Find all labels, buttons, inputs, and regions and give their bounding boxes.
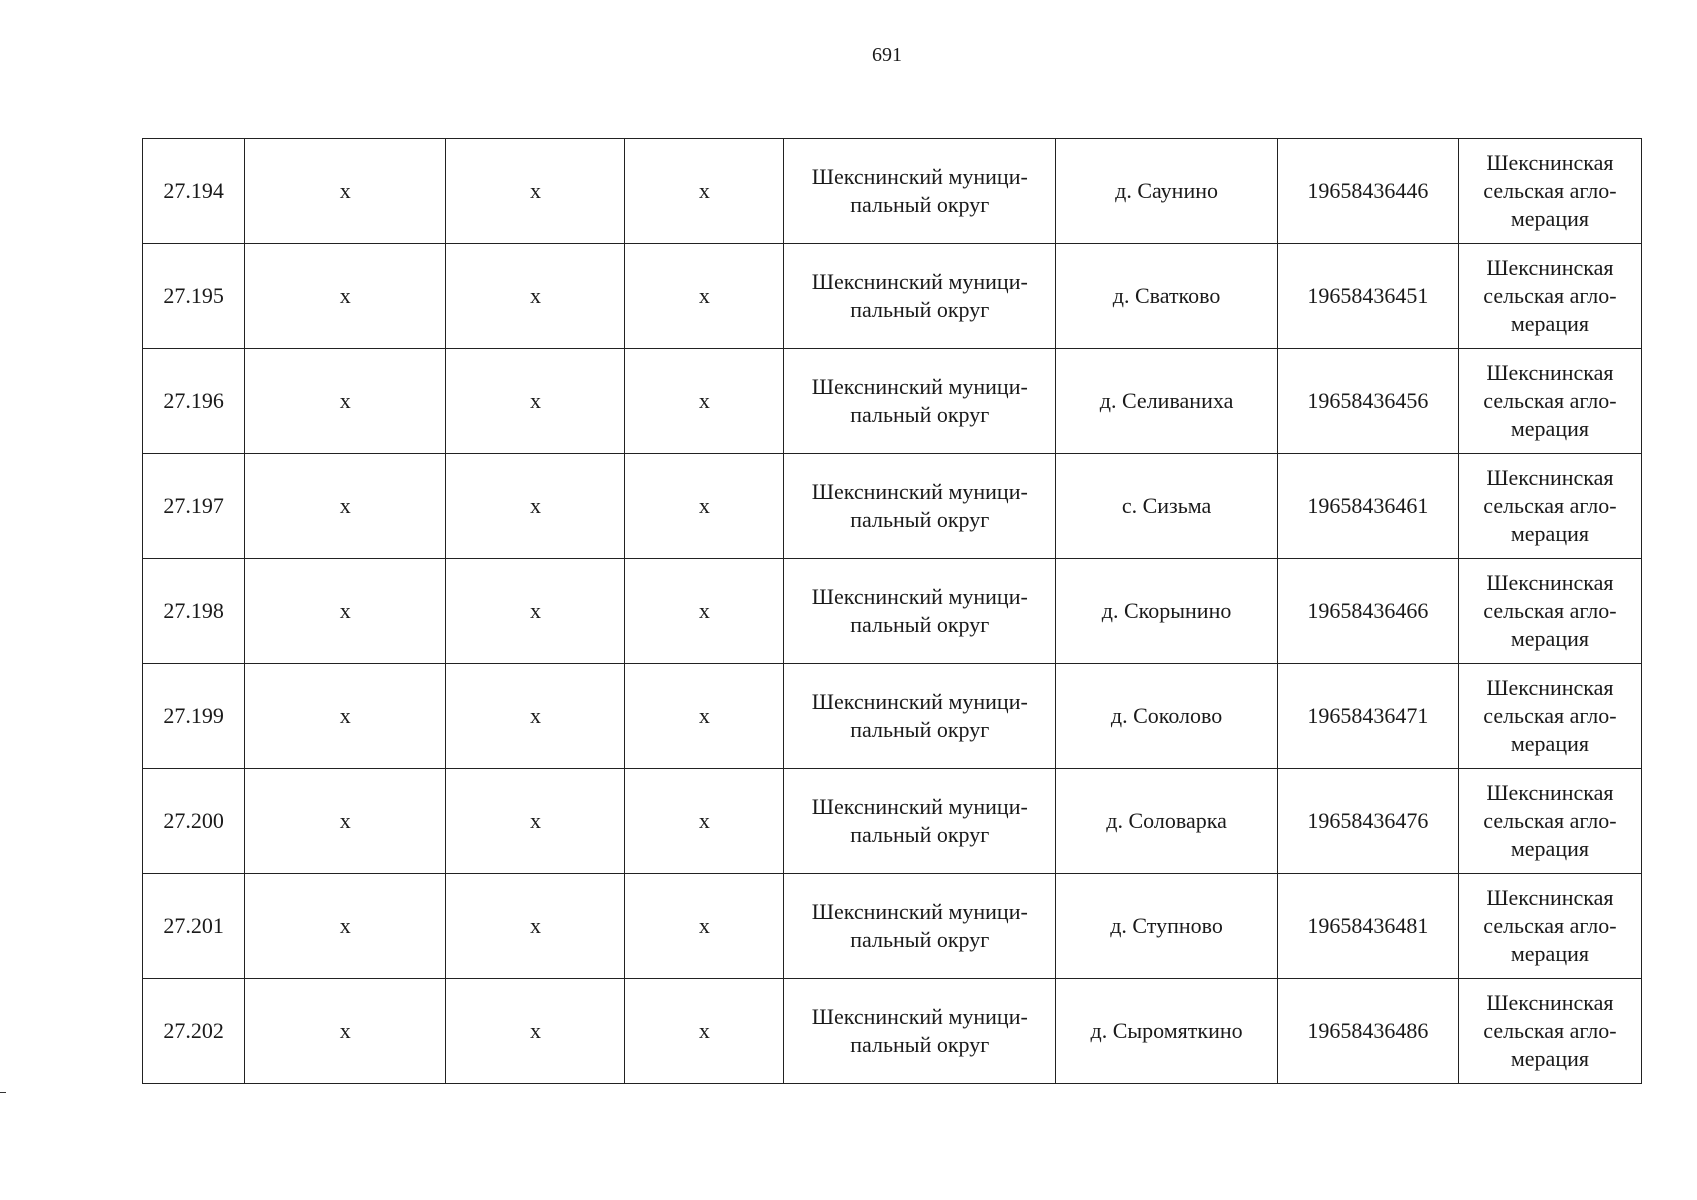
x-mark-cell — [245, 349, 446, 454]
agglomeration-text: Шекснинская — [1486, 675, 1614, 700]
settlement-cell — [1056, 349, 1278, 454]
row-number-cell — [143, 664, 245, 769]
x-mark-text: х — [529, 703, 541, 728]
municipal-district-text: пальный округ — [850, 1032, 990, 1057]
oktmo-code-text: 19658436481 — [1307, 913, 1429, 938]
agglomeration-text: мерация — [1510, 416, 1589, 441]
row-number-cell — [143, 559, 245, 664]
x-mark-text: х — [529, 913, 541, 938]
municipal-district-text: пальный округ — [850, 192, 990, 217]
oktmo-code-text: 19658436451 — [1307, 283, 1429, 308]
agglomeration-text: сельская агло- — [1483, 703, 1617, 728]
agglomeration-text: сельская агло- — [1483, 388, 1617, 413]
agglomeration-text: Шекснинская — [1486, 885, 1614, 910]
x-mark-text: х — [698, 388, 710, 413]
x-mark-text: х — [339, 178, 351, 203]
settlement-text: д. Скорынино — [1101, 598, 1232, 623]
municipal-district-cell — [784, 349, 1056, 454]
agglomeration-text: мерация — [1510, 836, 1589, 861]
settlement-cell — [1056, 244, 1278, 349]
municipal-district-cell — [784, 244, 1056, 349]
agglomeration-cell — [1458, 244, 1641, 349]
table-row — [143, 874, 1642, 979]
settlement-cell — [1056, 664, 1278, 769]
x-mark-cell — [446, 664, 625, 769]
municipal-district-text: пальный округ — [850, 612, 990, 637]
agglomeration-text: мерация — [1510, 311, 1589, 336]
municipal-district-text: пальный округ — [850, 402, 990, 427]
municipal-district-text: Шекснинский муници- — [811, 794, 1028, 819]
municipal-district-text: Шекснинский муници- — [811, 479, 1028, 504]
municipal-district-cell — [784, 874, 1056, 979]
settlement-cell — [1056, 769, 1278, 874]
oktmo-code-text: 19658436456 — [1307, 388, 1429, 413]
x-mark-cell — [625, 139, 784, 244]
x-mark-cell — [446, 874, 625, 979]
x-mark-cell — [446, 139, 625, 244]
row-number-cell — [143, 874, 245, 979]
municipal-district-cell — [784, 979, 1056, 1084]
x-mark-text: х — [339, 388, 351, 413]
agglomeration-text: сельская агло- — [1483, 808, 1617, 833]
x-mark-text: х — [698, 703, 710, 728]
agglomeration-cell — [1458, 559, 1641, 664]
x-mark-cell — [625, 559, 784, 664]
agglomeration-text: сельская агло- — [1483, 178, 1617, 203]
agglomeration-cell — [1458, 664, 1641, 769]
agglomeration-cell — [1458, 769, 1641, 874]
x-mark-text: х — [529, 388, 541, 413]
row-number-text: 27.197 — [163, 493, 224, 518]
table-row — [143, 559, 1642, 664]
municipal-district-text: пальный округ — [850, 927, 990, 952]
agglomeration-cell — [1458, 454, 1641, 559]
x-mark-text: х — [529, 1018, 541, 1043]
settlement-cell — [1056, 979, 1278, 1084]
agglomeration-text: мерация — [1510, 206, 1589, 231]
agglomeration-cell — [1458, 979, 1641, 1084]
oktmo-code-cell — [1277, 454, 1458, 559]
x-mark-text: х — [698, 1018, 710, 1043]
page-number: 691 — [872, 44, 902, 66]
agglomeration-text: мерация — [1510, 941, 1589, 966]
x-mark-cell — [245, 244, 446, 349]
x-mark-text: х — [339, 598, 351, 623]
municipal-district-text: пальный округ — [850, 717, 990, 742]
row-number-cell — [143, 349, 245, 454]
municipal-district-cell — [784, 664, 1056, 769]
municipal-district-text: Шекснинский муници- — [811, 584, 1028, 609]
x-mark-cell — [245, 664, 446, 769]
row-number-text: 27.202 — [163, 1018, 224, 1043]
row-number-text: 27.199 — [163, 703, 224, 728]
municipal-district-text: Шекснинский муници- — [811, 164, 1028, 189]
agglomeration-text: мерация — [1510, 521, 1589, 546]
x-mark-text: х — [339, 493, 351, 518]
oktmo-code-cell — [1277, 244, 1458, 349]
oktmo-code-cell — [1277, 349, 1458, 454]
x-mark-text: х — [698, 913, 710, 938]
row-number-cell — [143, 979, 245, 1084]
table-row — [143, 349, 1642, 454]
x-mark-cell — [446, 349, 625, 454]
agglomeration-text: сельская агло- — [1483, 913, 1617, 938]
municipal-district-text: пальный округ — [850, 822, 990, 847]
municipal-district-text: пальный округ — [850, 507, 990, 532]
x-mark-cell — [245, 874, 446, 979]
row-number-text: 27.200 — [163, 808, 224, 833]
x-mark-text: х — [529, 178, 541, 203]
row-number-text: 27.194 — [163, 178, 224, 203]
settlement-text: д. Соловарка — [1106, 808, 1227, 833]
municipal-district-cell — [784, 559, 1056, 664]
agglomeration-text: сельская агло- — [1483, 283, 1617, 308]
municipal-district-text: Шекснинский муници- — [811, 689, 1028, 714]
x-mark-cell — [625, 769, 784, 874]
x-mark-text: х — [698, 178, 710, 203]
municipal-district-cell — [784, 139, 1056, 244]
row-number-cell — [143, 139, 245, 244]
oktmo-code-cell — [1277, 664, 1458, 769]
x-mark-cell — [245, 769, 446, 874]
row-number-cell — [143, 769, 245, 874]
settlement-text: д. Ступново — [1110, 913, 1223, 938]
x-mark-text: х — [529, 493, 541, 518]
agglomeration-text: Шекснинская — [1486, 150, 1614, 175]
x-mark-text: х — [339, 1018, 351, 1043]
row-number-text: 27.201 — [163, 913, 224, 938]
x-mark-cell — [446, 769, 625, 874]
settlement-cell — [1056, 139, 1278, 244]
oktmo-code-text: 19658436446 — [1307, 178, 1429, 203]
x-mark-cell — [245, 559, 446, 664]
municipal-district-text: Шекснинский муници- — [811, 1004, 1028, 1029]
x-mark-text: х — [339, 808, 351, 833]
row-number-cell — [143, 244, 245, 349]
x-mark-cell — [446, 454, 625, 559]
x-mark-cell — [625, 664, 784, 769]
row-number-text: 27.196 — [163, 388, 224, 413]
x-mark-text: х — [698, 598, 710, 623]
x-mark-cell — [446, 979, 625, 1084]
agglomeration-text: Шекснинская — [1486, 465, 1614, 490]
table-row — [143, 664, 1642, 769]
agglomeration-text: мерация — [1510, 626, 1589, 651]
oktmo-code-cell — [1277, 559, 1458, 664]
oktmo-code-text: 19658436471 — [1307, 703, 1429, 728]
x-mark-cell — [625, 454, 784, 559]
oktmo-code-cell — [1277, 769, 1458, 874]
oktmo-code-cell — [1277, 979, 1458, 1084]
x-mark-cell — [245, 139, 446, 244]
agglomeration-text: сельская агло- — [1483, 493, 1617, 518]
agglomeration-text: мерация — [1510, 1046, 1589, 1071]
oktmo-code-text: 19658436486 — [1307, 1018, 1429, 1043]
agglomeration-text: Шекснинская — [1486, 360, 1614, 385]
x-mark-text: х — [339, 283, 351, 308]
agglomeration-text: сельская агло- — [1483, 598, 1617, 623]
settlement-text: д. Саунино — [1115, 178, 1218, 203]
agglomeration-text: сельская агло- — [1483, 1018, 1617, 1043]
agglomeration-text: Шекснинская — [1486, 570, 1614, 595]
agglomeration-cell — [1458, 874, 1641, 979]
settlement-text: д. Сыромяткино — [1090, 1018, 1243, 1043]
table-row — [143, 979, 1642, 1084]
settlement-cell — [1056, 874, 1278, 979]
municipal-district-text: Шекснинский муници- — [811, 374, 1028, 399]
x-mark-text: х — [339, 913, 351, 938]
x-mark-text: х — [698, 808, 710, 833]
margin-mark — [0, 1092, 6, 1093]
municipal-district-text: Шекснинский муници- — [811, 899, 1028, 924]
x-mark-text: х — [698, 283, 710, 308]
oktmo-code-text: 19658436461 — [1307, 493, 1429, 518]
settlement-text: д. Сватково — [1112, 283, 1221, 308]
row-number-cell — [143, 454, 245, 559]
row-number-text: 27.198 — [163, 598, 224, 623]
table-row — [143, 769, 1642, 874]
x-mark-text: х — [529, 808, 541, 833]
row-number-text: 27.195 — [163, 283, 224, 308]
x-mark-cell — [625, 244, 784, 349]
table-row — [143, 139, 1642, 244]
settlement-text: д. Соколово — [1110, 703, 1223, 728]
settlement-text: с. Сизьма — [1121, 493, 1212, 518]
municipal-district-cell — [784, 454, 1056, 559]
agglomeration-text: Шекснинская — [1486, 990, 1614, 1015]
table-row — [143, 244, 1642, 349]
x-mark-text: х — [529, 598, 541, 623]
x-mark-cell — [446, 244, 625, 349]
agglomeration-text: Шекснинская — [1486, 780, 1614, 805]
agglomeration-cell — [1458, 139, 1641, 244]
agglomeration-text: Шекснинская — [1486, 255, 1614, 280]
x-mark-cell — [446, 559, 625, 664]
table-body — [143, 139, 1642, 1084]
municipal-district-text: пальный округ — [850, 297, 990, 322]
x-mark-text: х — [698, 493, 710, 518]
agglomeration-text: мерация — [1510, 731, 1589, 756]
x-mark-cell — [625, 874, 784, 979]
x-mark-cell — [245, 454, 446, 559]
x-mark-cell — [625, 349, 784, 454]
oktmo-code-text: 19658436466 — [1307, 598, 1429, 623]
x-mark-text: х — [339, 703, 351, 728]
x-mark-cell — [245, 979, 446, 1084]
oktmo-code-text: 19658436476 — [1307, 808, 1429, 833]
table-row — [143, 454, 1642, 559]
oktmo-code-cell — [1277, 139, 1458, 244]
x-mark-text: х — [529, 283, 541, 308]
settlement-cell — [1056, 559, 1278, 664]
settlement-text: д. Селиваниха — [1099, 388, 1234, 413]
settlement-cell — [1056, 454, 1278, 559]
agglomeration-cell — [1458, 349, 1641, 454]
municipal-district-cell — [784, 769, 1056, 874]
municipal-district-text: Шекснинский муници- — [811, 269, 1028, 294]
registry-table — [142, 138, 1642, 1084]
oktmo-code-cell — [1277, 874, 1458, 979]
x-mark-cell — [625, 979, 784, 1084]
